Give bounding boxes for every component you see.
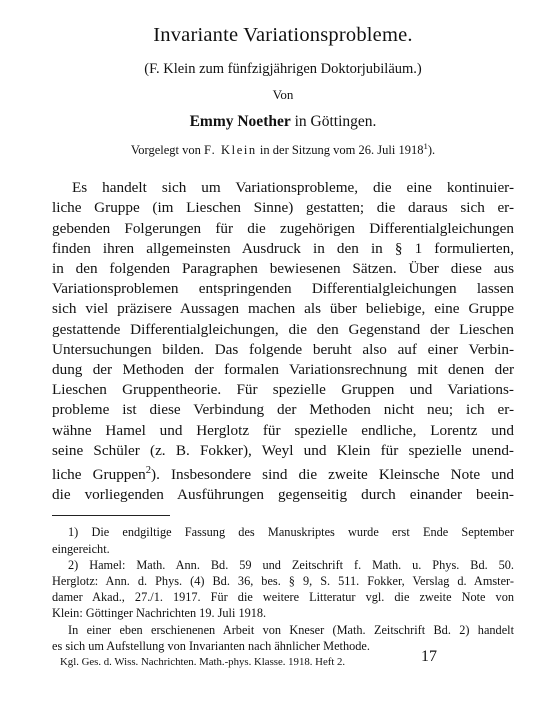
text-line: sich viel präzisere Aussagen machen als über beliebige, eine Gruppe xyxy=(52,300,514,318)
footnote-2-line: Klein: Göttinger Nachrichten 19. Juli 1918. xyxy=(52,606,267,621)
text-line: seine Schüler (z. B. Fokker), Weyl und Klein für spezielle unend- xyxy=(52,441,514,459)
page-title: Invariante Variationsprobleme. xyxy=(153,24,413,46)
footnote-3-line: In einer eben erschienenen Arbeit von Kneser (Math. Zeitschrift Bd. 2) handelt xyxy=(68,622,514,637)
footnote-2-line: Herglotz: Ann. d. Phys. (4) Bd. 36, bes. § 9, S. 511. Fokker, Verslag d. Amster- xyxy=(52,574,514,589)
text-line: liche Gruppe (im Lieschen Sinne) gestatten; die daraus sich er- xyxy=(52,199,514,217)
presented-prefix: Vorgelegt von xyxy=(130,143,201,158)
text-line-start: liche Gruppen xyxy=(52,466,146,484)
text-line: Variationsproblemen entspringenden Differentialgleichungen lassen xyxy=(52,280,514,298)
text-line: wähne Hamel und Herglotz für spezielle endliche, Lorentz und xyxy=(52,421,514,439)
page xyxy=(52,24,514,654)
text-line: Lieschen Gruppentheorie. Für spezielle Gruppen und Variations- xyxy=(52,381,514,399)
text-line: Es handelt sich um Variationsprobleme, die eine kontinuier- xyxy=(72,179,514,197)
footnote-1-line: 1) Die endgiltige Fassung des Manuskriptes wurde erst Ende September xyxy=(68,525,514,540)
footnote-3-line: es sich um Aufstellung von Invarianten nach ähnlicher Methode. xyxy=(52,638,370,653)
author-name: Emmy Noether xyxy=(189,113,291,130)
presenter-name: F. Klein xyxy=(204,143,257,158)
by-line: Von xyxy=(272,87,294,102)
footnote-marker-2: 2 xyxy=(145,465,152,476)
footnote-2-line: damer Akad., 27./1. 1917. Für die weitere Litteratur vgl. die zweite Note von xyxy=(52,590,514,605)
text-line: gebenden Folgerungen für die zugehörigen Differentialgleichungen xyxy=(52,219,514,237)
text-line: finden ihren allgemeinsten Ausdruck in den in § 1 formulierten, xyxy=(52,239,514,257)
text-line: Untersuchungen bilden. Das folgende beruht also auf einer Verbin- xyxy=(52,340,514,358)
footnotes xyxy=(52,524,514,654)
text-line-end: ). Insbesondere sind die zweite Kleinsche Note und xyxy=(151,466,515,484)
text-line: die vorliegenden Ausführungen gegenseitig durch einander beein- xyxy=(52,486,514,504)
page-number: 17 xyxy=(421,648,437,665)
presented-line: Vorgelegt von F. Klein in der Sitzung vom 26. Juli 1918$^1$). xyxy=(130,141,436,158)
text-line xyxy=(52,461,514,485)
text-line: gestattende Differentialgleichungen, die den Gegenstand der Lieschen xyxy=(52,320,514,338)
journal-footer: Kgl. Ges. d. Wiss. Nachrichten. Math.-phys. Klasse. 1918. Heft 2. xyxy=(60,656,346,668)
presented-rest: in der Sitzung vom 26. Juli 1918 xyxy=(259,143,424,158)
author-place: in Göttingen. xyxy=(294,113,377,130)
dedication-subtitle: (F. Klein zum fünfzigjährigen Doktorjubiläum.) xyxy=(144,61,422,77)
text-line: in den folgenden Paragraphen bewiesenen Sätzen. Über diese aus xyxy=(52,259,514,277)
footnote-1-line: eingereicht. xyxy=(52,541,110,556)
footnote-2-line: 2) Hamel: Math. Ann. Bd. 59 und Zeitschrift f. Math. u. Phys. Bd. 50. xyxy=(68,557,514,572)
text-line: probleme ist diese Verbindung der Methoden nicht neu; ich er- xyxy=(52,401,514,419)
text-line: dung der Methoden der formalen Variationsrechnung mit denen der xyxy=(52,360,514,378)
footnote-marker-1: 1 xyxy=(423,141,428,151)
author-line xyxy=(52,113,514,131)
footnote-divider xyxy=(52,515,170,516)
main-text xyxy=(52,178,514,505)
